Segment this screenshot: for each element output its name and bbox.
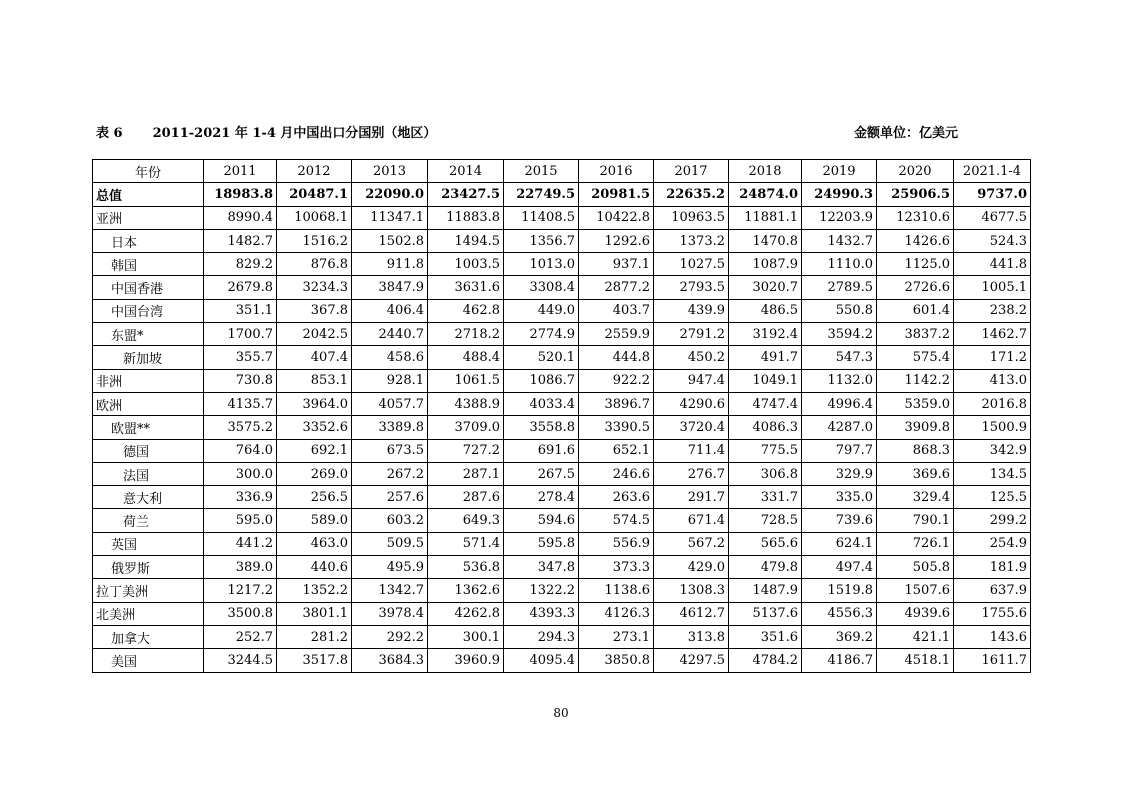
table-cell: 291.7 [654, 486, 729, 509]
table-cell: 1217.2 [204, 579, 277, 602]
table-cell: 3720.4 [654, 416, 729, 439]
table-cell: 23427.5 [428, 183, 504, 206]
table-cell: 3909.8 [877, 416, 954, 439]
table-cell: 4057.7 [352, 392, 428, 415]
table-row [93, 649, 1031, 672]
table-caption: 2011-2021 年 1-4 月中国出口分国别（地区） [152, 126, 437, 141]
table-cell: 1519.8 [802, 579, 877, 602]
table-cell: 369.2 [802, 625, 877, 648]
table-cell: 1110.0 [802, 253, 877, 276]
table-cell: 1308.3 [654, 579, 729, 602]
table-cell: 9737.0 [954, 183, 1031, 206]
table-cell: 369.6 [877, 462, 954, 485]
table-cell: 4393.3 [504, 602, 579, 625]
table-cell: 3244.5 [204, 649, 277, 672]
table-cell: 11347.1 [352, 206, 428, 229]
table-cell: 673.5 [352, 439, 428, 462]
table-cell: 711.4 [654, 439, 729, 462]
table-cell: 495.9 [352, 556, 428, 579]
table-cell: 134.5 [954, 462, 1031, 485]
table-cell: 2440.7 [352, 323, 428, 346]
table-cell: 10963.5 [654, 206, 729, 229]
table-cell: 1470.8 [729, 229, 802, 252]
row-label: 韩国 [93, 253, 204, 276]
table-cell: 649.3 [428, 509, 504, 532]
table-cell: 829.2 [204, 253, 277, 276]
table-cell: 1611.7 [954, 649, 1031, 672]
row-label: 亚洲 [93, 206, 204, 229]
table-cell: 911.8 [352, 253, 428, 276]
table-cell: 2791.2 [654, 323, 729, 346]
table-cell: 4126.3 [579, 602, 654, 625]
table-cell: 25906.5 [877, 183, 954, 206]
table-cell: 12203.9 [802, 206, 877, 229]
table-cell: 3234.3 [277, 276, 352, 299]
table-cell: 440.6 [277, 556, 352, 579]
table-cell: 10422.8 [579, 206, 654, 229]
table-cell: 3847.9 [352, 276, 428, 299]
table-cell: 4677.5 [954, 206, 1031, 229]
table-cell: 441.8 [954, 253, 1031, 276]
table-cell: 22090.0 [352, 183, 428, 206]
table-cell: 567.2 [654, 532, 729, 555]
table-cell: 1342.7 [352, 579, 428, 602]
table-cell: 3850.8 [579, 649, 654, 672]
table-cell: 20981.5 [579, 183, 654, 206]
table-cell: 1061.5 [428, 369, 504, 392]
table-cell: 1086.7 [504, 369, 579, 392]
table-cell: 1125.0 [877, 253, 954, 276]
table-cell: 278.4 [504, 486, 579, 509]
table-cell: 479.8 [729, 556, 802, 579]
header-row [93, 160, 1031, 183]
table-cell: 294.3 [504, 625, 579, 648]
table-cell: 22635.2 [654, 183, 729, 206]
table-cell: 389.0 [204, 556, 277, 579]
row-label: 俄罗斯 [93, 556, 204, 579]
table-cell: 238.2 [954, 299, 1031, 322]
table-cell: 853.1 [277, 369, 352, 392]
table-cell: 1356.7 [504, 229, 579, 252]
table-cell: 421.1 [877, 625, 954, 648]
table-row [93, 206, 1031, 229]
table-cell: 4939.6 [877, 602, 954, 625]
table-cell: 4086.3 [729, 416, 802, 439]
table-cell: 575.4 [877, 346, 954, 369]
table-cell: 3631.6 [428, 276, 504, 299]
table-cell: 574.5 [579, 509, 654, 532]
table-cell: 11883.8 [428, 206, 504, 229]
page-number: 80 [553, 706, 569, 720]
table-cell: 4135.7 [204, 392, 277, 415]
table-cell: 10068.1 [277, 206, 352, 229]
row-label: 新加坡 [93, 346, 204, 369]
table-cell: 444.8 [579, 346, 654, 369]
table-cell: 2679.8 [204, 276, 277, 299]
row-label: 加拿大 [93, 625, 204, 648]
table-cell: 276.7 [654, 462, 729, 485]
year-header: 2016 [579, 160, 654, 183]
table-cell: 2877.2 [579, 276, 654, 299]
table-cell: 267.2 [352, 462, 428, 485]
table-cell: 594.6 [504, 509, 579, 532]
table-cell: 3517.8 [277, 649, 352, 672]
table-cell: 181.9 [954, 556, 1031, 579]
table-cell: 497.4 [802, 556, 877, 579]
row-label: 中国香港 [93, 276, 204, 299]
row-label: 法国 [93, 462, 204, 485]
table-cell: 876.8 [277, 253, 352, 276]
table-cell: 3709.0 [428, 416, 504, 439]
export-table [92, 159, 1031, 673]
table-cell: 331.7 [729, 486, 802, 509]
row-label: 欧盟** [93, 416, 204, 439]
table-row [93, 532, 1031, 555]
table-cell: 24990.3 [802, 183, 877, 206]
table-cell: 790.1 [877, 509, 954, 532]
table-cell: 1482.7 [204, 229, 277, 252]
table-cell: 486.5 [729, 299, 802, 322]
table-cell: 1500.9 [954, 416, 1031, 439]
table-cell: 603.2 [352, 509, 428, 532]
table-cell: 11408.5 [504, 206, 579, 229]
table-cell: 450.2 [654, 346, 729, 369]
table-cell: 652.1 [579, 439, 654, 462]
row-label: 东盟* [93, 323, 204, 346]
table-cell: 3896.7 [579, 392, 654, 415]
table-cell: 4262.8 [428, 602, 504, 625]
table-cell: 589.0 [277, 509, 352, 532]
table-cell: 565.6 [729, 532, 802, 555]
table-cell: 406.4 [352, 299, 428, 322]
table-cell: 287.1 [428, 462, 504, 485]
row-label: 日本 [93, 229, 204, 252]
table-cell: 624.1 [802, 532, 877, 555]
table-cell: 20487.1 [277, 183, 352, 206]
table-cell: 1373.2 [654, 229, 729, 252]
table-cell: 491.7 [729, 346, 802, 369]
table-cell: 355.7 [204, 346, 277, 369]
table-cell: 3594.2 [802, 323, 877, 346]
table-cell: 4033.4 [504, 392, 579, 415]
table-row [93, 392, 1031, 415]
table-cell: 4784.2 [729, 649, 802, 672]
table-cell: 1432.7 [802, 229, 877, 252]
table-row [93, 579, 1031, 602]
table-cell: 3978.4 [352, 602, 428, 625]
table-cell: 524.3 [954, 229, 1031, 252]
table-cell: 273.1 [579, 625, 654, 648]
table-cell: 1352.2 [277, 579, 352, 602]
table-cell: 3308.4 [504, 276, 579, 299]
row-label: 德国 [93, 439, 204, 462]
table-cell: 2718.2 [428, 323, 504, 346]
table-cell: 692.1 [277, 439, 352, 462]
table-row [93, 602, 1031, 625]
table-cell: 5359.0 [877, 392, 954, 415]
table-row [93, 556, 1031, 579]
table-cell: 3390.5 [579, 416, 654, 439]
table-cell: 571.4 [428, 532, 504, 555]
table-cell: 928.1 [352, 369, 428, 392]
table-cell: 1003.5 [428, 253, 504, 276]
table-row [93, 253, 1031, 276]
table-cell: 556.9 [579, 532, 654, 555]
table-cell: 775.5 [729, 439, 802, 462]
table-cell: 5137.6 [729, 602, 802, 625]
table-cell: 306.8 [729, 462, 802, 485]
table-cell: 287.6 [428, 486, 504, 509]
table-cell: 329.4 [877, 486, 954, 509]
table-cell: 313.8 [654, 625, 729, 648]
table-cell: 125.5 [954, 486, 1031, 509]
table-cell: 4095.4 [504, 649, 579, 672]
year-header: 2019 [802, 160, 877, 183]
table-cell: 373.3 [579, 556, 654, 579]
table-cell: 336.9 [204, 486, 277, 509]
table-cell: 764.0 [204, 439, 277, 462]
table-cell: 22749.5 [504, 183, 579, 206]
table-row [93, 346, 1031, 369]
table-cell: 257.6 [352, 486, 428, 509]
table-cell: 1507.6 [877, 579, 954, 602]
table-cell: 728.5 [729, 509, 802, 532]
table-cell: 1362.6 [428, 579, 504, 602]
year-header: 2020 [877, 160, 954, 183]
table-cell: 267.5 [504, 462, 579, 485]
table-cell: 1494.5 [428, 229, 504, 252]
row-label: 欧洲 [93, 392, 204, 415]
table-cell: 263.6 [579, 486, 654, 509]
table-cell: 1462.7 [954, 323, 1031, 346]
table-cell: 4388.9 [428, 392, 504, 415]
table-cell: 1516.2 [277, 229, 352, 252]
row-label: 拉丁美洲 [93, 579, 204, 602]
year-header: 2013 [352, 160, 428, 183]
table-cell: 351.6 [729, 625, 802, 648]
table-cell: 505.8 [877, 556, 954, 579]
table-row [93, 299, 1031, 322]
table-cell: 11881.1 [729, 206, 802, 229]
table-cell: 458.6 [352, 346, 428, 369]
table-cell: 2726.6 [877, 276, 954, 299]
table-cell: 947.4 [654, 369, 729, 392]
table-cell: 520.1 [504, 346, 579, 369]
table-cell: 8990.4 [204, 206, 277, 229]
table-cell: 3575.2 [204, 416, 277, 439]
row-label: 荷兰 [93, 509, 204, 532]
table-cell: 547.3 [802, 346, 877, 369]
table-row [93, 183, 1031, 206]
table-cell: 3964.0 [277, 392, 352, 415]
table-row [93, 462, 1031, 485]
table-cell: 1005.1 [954, 276, 1031, 299]
table-title [96, 122, 436, 141]
table-row [93, 625, 1031, 648]
table-cell: 413.0 [954, 369, 1031, 392]
table-cell: 2789.5 [802, 276, 877, 299]
table-cell: 4287.0 [802, 416, 877, 439]
table-cell: 462.8 [428, 299, 504, 322]
table-cell: 3389.8 [352, 416, 428, 439]
table-cell: 351.1 [204, 299, 277, 322]
table-cell: 4996.4 [802, 392, 877, 415]
table-cell: 3837.2 [877, 323, 954, 346]
table-cell: 3684.3 [352, 649, 428, 672]
row-label: 意大利 [93, 486, 204, 509]
unit-label: 金额单位：亿美元 [854, 126, 959, 141]
year-header: 2012 [277, 160, 352, 183]
table-cell: 281.2 [277, 625, 352, 648]
table-cell: 1138.6 [579, 579, 654, 602]
row-label: 总值 [93, 183, 204, 206]
table-cell: 441.2 [204, 532, 277, 555]
row-label: 北美洲 [93, 602, 204, 625]
table-cell: 4612.7 [654, 602, 729, 625]
table-cell: 536.8 [428, 556, 504, 579]
table-cell: 730.8 [204, 369, 277, 392]
table-number: 表 6 [96, 126, 123, 141]
table-cell: 1087.9 [729, 253, 802, 276]
table-cell: 342.9 [954, 439, 1031, 462]
table-cell: 2774.9 [504, 323, 579, 346]
table-cell: 1142.2 [877, 369, 954, 392]
table-cell: 1322.2 [504, 579, 579, 602]
table-cell: 1700.7 [204, 323, 277, 346]
table-cell: 1755.6 [954, 602, 1031, 625]
year-header: 2011 [204, 160, 277, 183]
table-cell: 300.0 [204, 462, 277, 485]
table-row [93, 369, 1031, 392]
table-cell: 256.5 [277, 486, 352, 509]
table-cell: 4186.7 [802, 649, 877, 672]
table-cell: 922.2 [579, 369, 654, 392]
row-label: 英国 [93, 532, 204, 555]
table-cell: 439.9 [654, 299, 729, 322]
table-cell: 246.6 [579, 462, 654, 485]
table-cell: 269.0 [277, 462, 352, 485]
table-body [93, 183, 1031, 672]
table-cell: 868.3 [877, 439, 954, 462]
table-row [93, 486, 1031, 509]
table-cell: 299.2 [954, 509, 1031, 532]
table-cell: 367.8 [277, 299, 352, 322]
table-row [93, 509, 1031, 532]
table-cell: 671.4 [654, 509, 729, 532]
table-cell: 488.4 [428, 346, 504, 369]
table-cell: 509.5 [352, 532, 428, 555]
table-cell: 429.0 [654, 556, 729, 579]
table-cell: 1132.0 [802, 369, 877, 392]
table-row [93, 416, 1031, 439]
table-row [93, 276, 1031, 299]
row-label: 非洲 [93, 369, 204, 392]
table-cell: 254.9 [954, 532, 1031, 555]
year-header: 2018 [729, 160, 802, 183]
table-cell: 601.4 [877, 299, 954, 322]
table-cell: 595.8 [504, 532, 579, 555]
table-cell: 691.6 [504, 439, 579, 462]
table-cell: 449.0 [504, 299, 579, 322]
table-cell: 347.8 [504, 556, 579, 579]
table-cell: 2042.5 [277, 323, 352, 346]
table-cell: 252.7 [204, 625, 277, 648]
table-cell: 329.9 [802, 462, 877, 485]
table-cell: 3500.8 [204, 602, 277, 625]
table-row [93, 323, 1031, 346]
table-cell: 4518.1 [877, 649, 954, 672]
table-cell: 12310.6 [877, 206, 954, 229]
table-cell: 3352.6 [277, 416, 352, 439]
table-cell: 550.8 [802, 299, 877, 322]
table-cell: 1013.0 [504, 253, 579, 276]
table-cell: 18983.8 [204, 183, 277, 206]
table-cell: 4747.4 [729, 392, 802, 415]
table-cell: 292.2 [352, 625, 428, 648]
table-cell: 726.1 [877, 532, 954, 555]
table-cell: 2559.9 [579, 323, 654, 346]
table-cell: 1502.8 [352, 229, 428, 252]
table-cell: 1426.6 [877, 229, 954, 252]
table-row [93, 439, 1031, 462]
year-header: 2014 [428, 160, 504, 183]
row-label: 美国 [93, 649, 204, 672]
year-header: 2017 [654, 160, 729, 183]
year-header: 2015 [504, 160, 579, 183]
table-cell: 937.1 [579, 253, 654, 276]
table-cell: 463.0 [277, 532, 352, 555]
table-cell: 3192.4 [729, 323, 802, 346]
table-cell: 24874.0 [729, 183, 802, 206]
table-cell: 143.6 [954, 625, 1031, 648]
table-cell: 2016.8 [954, 392, 1031, 415]
table-cell: 1292.6 [579, 229, 654, 252]
table-cell: 407.4 [277, 346, 352, 369]
table-cell: 3801.1 [277, 602, 352, 625]
header-label: 年份 [93, 160, 204, 183]
table-cell: 300.1 [428, 625, 504, 648]
table-cell: 1487.9 [729, 579, 802, 602]
table-cell: 403.7 [579, 299, 654, 322]
table-cell: 335.0 [802, 486, 877, 509]
table-cell: 4556.3 [802, 602, 877, 625]
table-cell: 637.9 [954, 579, 1031, 602]
table-cell: 1027.5 [654, 253, 729, 276]
table-cell: 727.2 [428, 439, 504, 462]
table-cell: 4290.6 [654, 392, 729, 415]
table-cell: 2793.5 [654, 276, 729, 299]
year-header: 2021.1-4 [954, 160, 1031, 183]
table-cell: 739.6 [802, 509, 877, 532]
table-cell: 171.2 [954, 346, 1031, 369]
table-cell: 3960.9 [428, 649, 504, 672]
table-cell: 797.7 [802, 439, 877, 462]
table-cell: 3020.7 [729, 276, 802, 299]
table-cell: 3558.8 [504, 416, 579, 439]
table-cell: 4297.5 [654, 649, 729, 672]
row-label: 中国台湾 [93, 299, 204, 322]
table-row [93, 229, 1031, 252]
table-cell: 1049.1 [729, 369, 802, 392]
table-cell: 595.0 [204, 509, 277, 532]
